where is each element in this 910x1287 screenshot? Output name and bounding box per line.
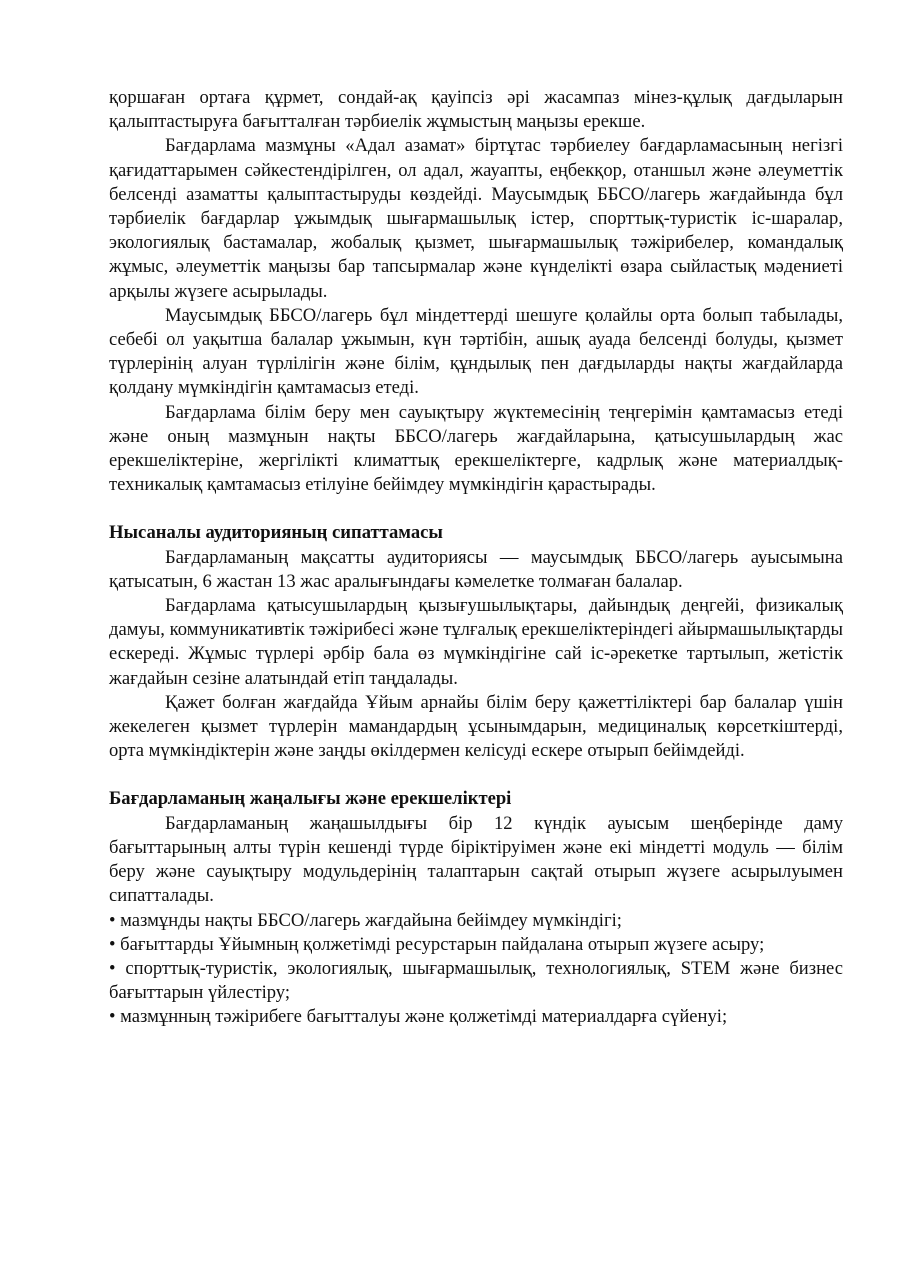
novelty-paragraph: Бағдарламаның жаңашылдығы бір 12 күндік ауысым шеңберінде даму бағыттарының алты түрін кешенді түрде біріктіруімен және екі міндетті модуль — білім беру және сауықтыру модульдерінің талаптарын сақтай отырып жүзеге асырылуымен сипатталады. bbox=[109, 812, 843, 907]
novelty-heading: Бағдарламаның жаңалығы және ерекшеліктері bbox=[109, 788, 512, 810]
intro-paragraph-3: Маусымдық ББСО/лагерь бұл міндеттерді шешуге қолайлы орта болып табылады, себебі ол уақытша балалар ұжымын, күн тәртібін, ашық ауада белсенді болуды, қызмет түрлерінің алуан түрлілігін және білім, құндылық пен дағдыларды нақты жағдайларда қолдану мүмкіндігін қамтамасыз етеді. bbox=[109, 304, 843, 399]
novelty-bullet-2: • бағыттарды Ұйымның қолжетімді ресурстарын пайдалана отырып жүзеге асыру; bbox=[109, 933, 765, 955]
audience-heading: Нысаналы аудиторияның сипаттамасы bbox=[109, 522, 443, 544]
intro-paragraph-4: Бағдарлама білім беру мен сауықтыру жүктемесінің теңгерімін қамтамасыз етеді және оның мазмұнын нақты ББСО/лагерь жағдайларына, қатысушылардың жас ерекшеліктеріне, жергілікті климаттық ерекшеліктерге, кадрлық және материалдық-техникалық қамтамасыз етілуіне бейімдеу мүмкіндігін қарастырады. bbox=[109, 401, 843, 496]
section-gap bbox=[109, 497, 843, 521]
novelty-bullet-4: • мазмұнның тәжірибеге бағытталуы және қолжетімді материалдарға сүйенуі; bbox=[109, 1006, 728, 1028]
novelty-bullet-1: • мазмұнды нақты ББСО/лагерь жағдайына бейімдеу мүмкіндігі; bbox=[109, 909, 622, 931]
novelty-bullet-3: • спорттық-туристік, экологиялық, шығармашылық, технологиялық, STEM және бизнес бағыттарын үйлестіру; bbox=[109, 957, 843, 1004]
audience-paragraph-1: Бағдарламаның мақсатты аудиториясы — маусымдық ББСО/лагерь ауысымына қатысатын, 6 жастан 13 жас аралығындағы кәмелетке толмаған балалар. bbox=[109, 546, 843, 592]
intro-paragraph-2: Бағдарлама мазмұны «Адал азамат» біртұтас тәрбиелеу бағдарламасының негізгі қағидаттарымен сәйкестендірілген, ол адал, жауапты, еңбекқор, отаншыл және әлеуметтік белсенді азаматты қалыптастыруды көздейді. Маусымдық ББСО/лагерь жағдайында бұл тәрбиелік бағдарлар ұжымдық шығармашылық істер, спорттық-туристік іс-шаралар, экологиялық бастамалар, жобалық қызмет, шығармашылық тәжірибелер, командалық жұмыс, әлеуметтік маңызы бар тапсырмалар және күнделікті өзара сыйластық мәдениеті арқылы жүзеге асырылады. bbox=[109, 135, 843, 302]
section-gap bbox=[109, 763, 843, 787]
intro-paragraph-1: қоршаған ортаға құрмет, сондай-ақ қауіпсіз әрі жасампаз мінез-құлық дағдыларын қалыптастыруға бағытталған тәрбиелік жұмыстың маңызы ерекше. bbox=[109, 87, 843, 133]
document-page bbox=[109, 86, 843, 1030]
audience-paragraph-2: Бағдарлама қатысушылардың қызығушылықтары, дайындық деңгейі, физикалық дамуы, коммуникативтік тәжірибесі және тұлғалық ерекшеліктеріндегі айырмашылықтарды ескереді. Жұмыс түрлері әрбір бала өз мүмкіндігіне сай іс-әрекетке тартылып, жетістік жағдайын сезіне алатындай етіп таңдалады. bbox=[109, 595, 843, 689]
audience-paragraph-3: Қажет болған жағдайда Ұйым арнайы білім беру қажеттіліктері бар балалар үшін жекелеген қызмет түрлерін мамандардың ұсынымдарын, медициналық көрсеткіштерді, орта мүмкіндіктерін және заңды өкілдермен келісуді ескере отырып бейімдейді. bbox=[109, 691, 843, 762]
